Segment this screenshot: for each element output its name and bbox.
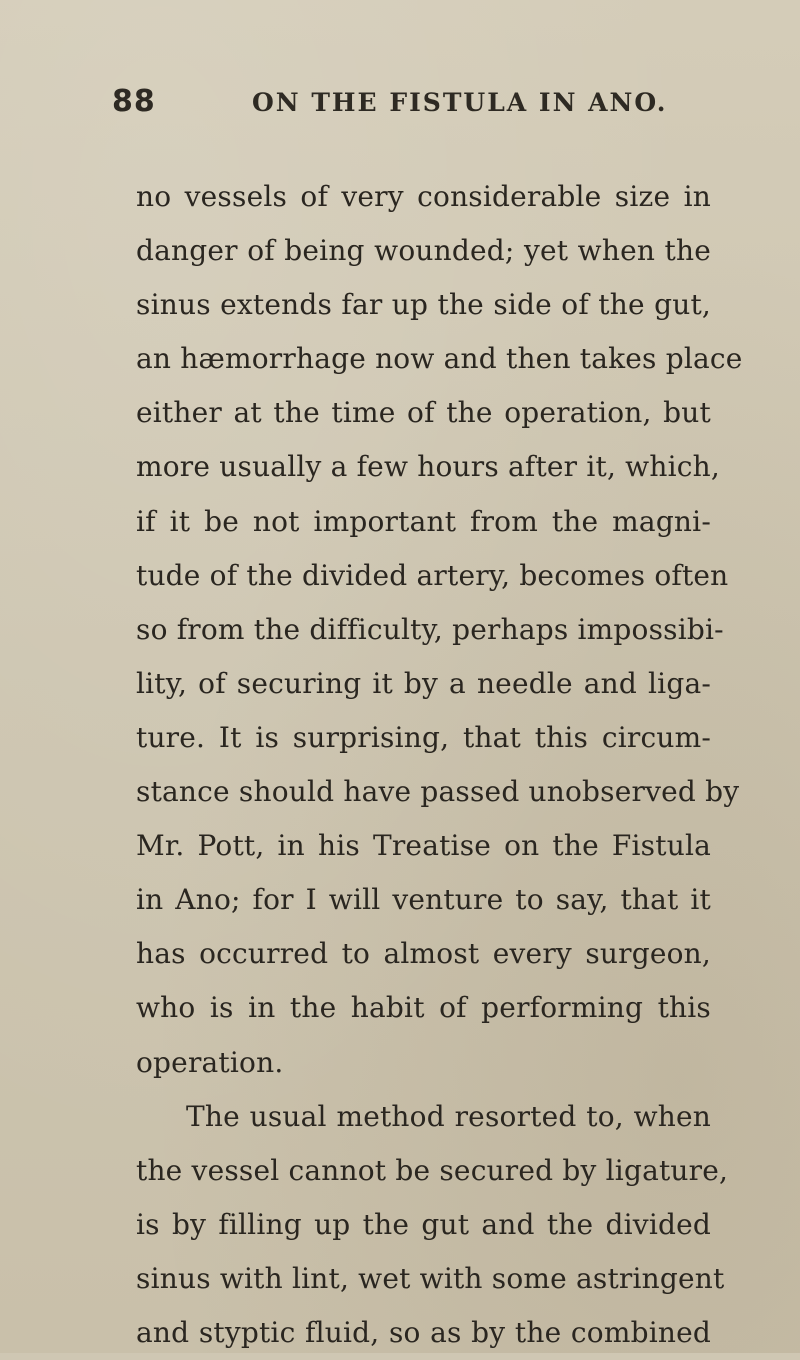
text-line: tude of the divided artery, becomes often — [136, 558, 729, 592]
running-title: ON THE FISTULA IN ANO. — [252, 88, 668, 117]
text-line: more usually a few hours after it, which, — [136, 450, 720, 484]
text-line: ture. It is surprising, that this circum- — [136, 720, 711, 754]
text-line: The usual method resorted to, when — [186, 1099, 711, 1133]
page-header — [112, 84, 712, 134]
text-line: sinus extends far up the side of the gut, — [136, 288, 711, 322]
text-line: in Ano; for I will venture to say, that it — [136, 883, 711, 917]
text-line: an hæmorrhage now and then takes place — [136, 342, 743, 376]
text-line: so from the difficulty, perhaps impossibi- — [136, 612, 724, 646]
text-line: no vessels of very considerable size in — [136, 180, 711, 213]
text-line: has occurred to almost every surgeon, — [136, 937, 711, 971]
page-number: 88 — [112, 84, 156, 119]
text-line: sinus with lint, wet with some astringent — [136, 1261, 725, 1295]
text-line: if it be not important from the magni- — [136, 504, 711, 538]
text-line: operation. — [136, 1045, 284, 1079]
text-line: is by filling up the gut and the divided — [136, 1207, 711, 1241]
text-line: Mr. Pott, in his Treatise on the Fistula — [136, 829, 711, 863]
body-text — [136, 170, 743, 1360]
text-line: who is in the habit of performing this — [136, 991, 711, 1025]
text-line: danger of being wounded; yet when the — [136, 234, 711, 268]
text-line: stance should have passed unobserved by — [136, 775, 740, 809]
text-line: the vessel cannot be secured by ligature, — [136, 1153, 729, 1187]
text-line: and styptic fluid, so as by the combined — [136, 1315, 711, 1349]
text-line: either at the time of the operation, but — [136, 396, 711, 430]
text-line: lity, of securing it by a needle and liga- — [136, 666, 711, 700]
